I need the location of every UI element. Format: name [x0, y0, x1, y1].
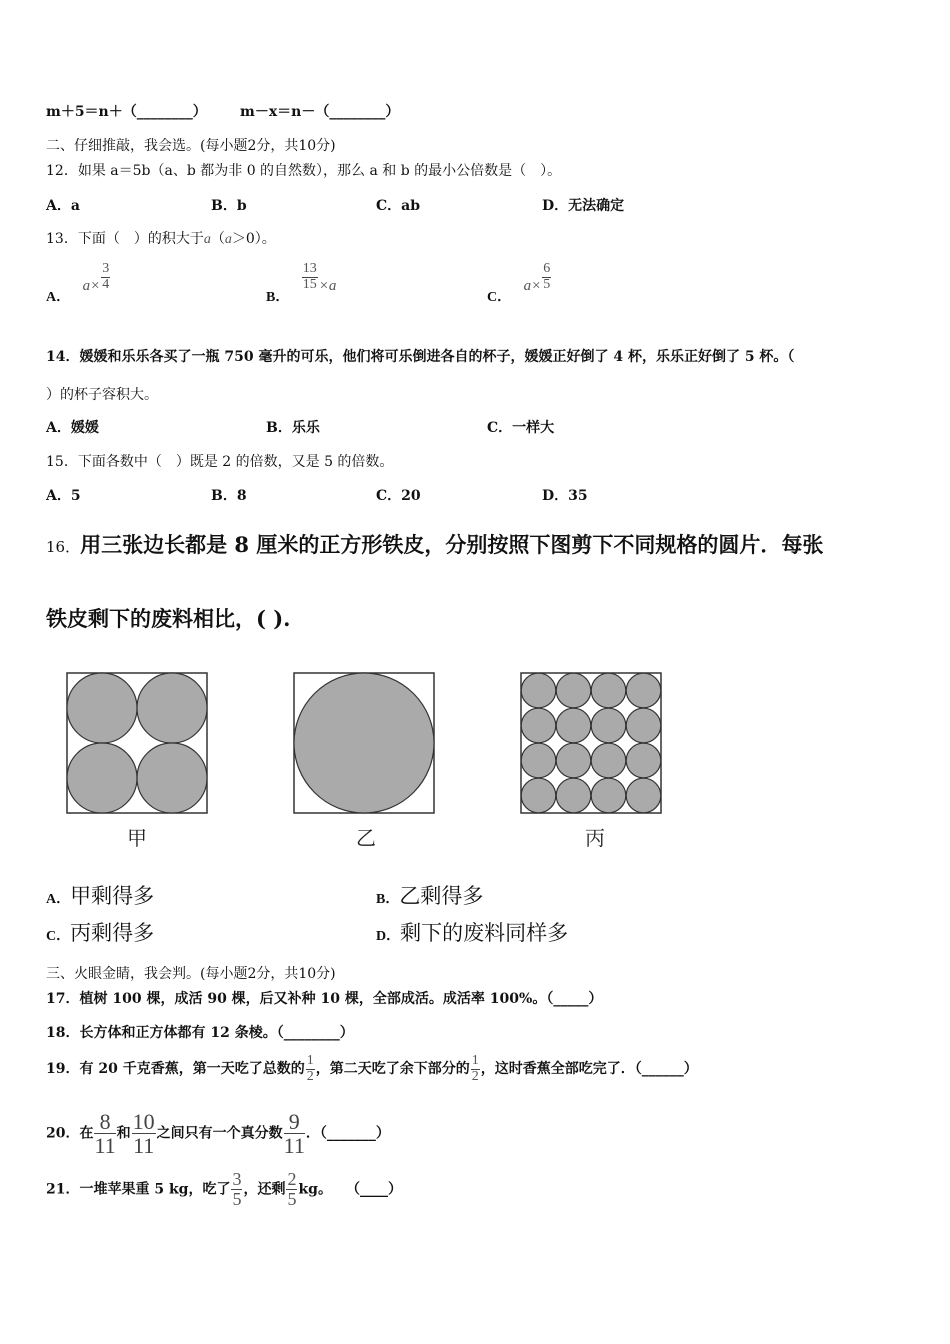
q15-option-c[interactable]: C．20	[376, 488, 421, 504]
jia-circle	[137, 673, 207, 743]
bing-circle	[626, 708, 661, 743]
q12-option-c[interactable]: C．ab	[376, 198, 421, 214]
bing-circle	[591, 778, 626, 813]
bing-circle	[521, 743, 556, 778]
section-3-header: 三、火眼金睛，我会判。(每小题2分，共10分)	[46, 966, 336, 982]
q12-text: 12．如果 a＝5b（a、b 都为非 0 的自然数），那么 a 和 b 的最小公倍数是（ ）。	[46, 163, 562, 179]
q12-option-b[interactable]: B．b	[211, 198, 247, 214]
q14-line1: 14．媛媛和乐乐各买了一瓶 750 毫升的可乐，他们将可乐倒进各自的杯子，媛媛正好倒了 4 杯，乐乐正好倒了 5 杯。（	[46, 349, 795, 365]
q15-option-a[interactable]: A．5	[46, 488, 81, 504]
q16-line2: 铁皮剩下的废料相比，( ).	[46, 606, 291, 631]
q15-text: 15．下面各数中（ ）既是 2 的倍数，又是 5 的倍数。	[46, 454, 394, 470]
q15-option-d[interactable]: D．35	[542, 488, 588, 504]
bing-circle	[521, 673, 556, 708]
q16-option-b[interactable]: B．乙剩得多	[376, 884, 484, 908]
q14-option-c[interactable]: C．一样大	[487, 420, 555, 436]
caption-jia: 甲	[127, 826, 147, 850]
bing-circle	[521, 708, 556, 743]
q20-text: 20．在 $\frac{8}{11}$ 和 $\frac{10}{11}$ 之间只有一个真分数 $\frac{9}{11}$ ．（_______）	[46, 1109, 390, 1159]
q16-option-d[interactable]: D．剩下的废料同样多	[376, 921, 569, 945]
q14-option-b[interactable]: B．乐乐	[266, 420, 320, 436]
q13-option-b[interactable]: B． $\frac{13}{15}$ ×a	[266, 261, 337, 305]
bing-circle	[626, 778, 661, 813]
caption-bing: 丙	[585, 826, 605, 850]
q18-text: 18．长方体和正方体都有 12 条棱。（________）	[46, 1025, 354, 1041]
figure-bing	[520, 672, 662, 814]
jia-circle	[67, 743, 137, 813]
bing-circle	[556, 708, 591, 743]
q14-option-a[interactable]: A．媛媛	[46, 420, 99, 436]
figure-yi	[293, 672, 435, 814]
bing-circle	[591, 743, 626, 778]
q12-option-d[interactable]: D．无法确定	[542, 198, 625, 214]
q17-text: 17．植树 100 棵，成活 90 棵，后又补种 10 棵，全部成活。成活率 100%。（_____）	[46, 991, 603, 1007]
bing-circle	[626, 673, 661, 708]
q15-option-b[interactable]: B．8	[211, 488, 247, 504]
q13-option-c[interactable]: C． a× $\frac{6}{5}$	[487, 261, 551, 305]
line-top-left: m＋5＝n＋（________）	[46, 104, 207, 120]
caption-yi: 乙	[356, 826, 376, 850]
q16-option-a[interactable]: A．甲剩得多	[46, 884, 155, 908]
q13-option-a[interactable]: A． a× $\frac{3}{4}$	[46, 261, 110, 305]
yi-circle	[294, 673, 434, 813]
bing-circle	[521, 778, 556, 813]
jia-circle	[137, 743, 207, 813]
section-2-header: 二、仔细推敲，我会选。(每小题2分，共10分)	[46, 138, 336, 154]
bing-circle	[556, 673, 591, 708]
q16-option-c[interactable]: C．丙剩得多	[46, 921, 155, 945]
q12-option-a[interactable]: A．a	[46, 198, 80, 214]
bing-circle	[591, 673, 626, 708]
bing-circle	[626, 743, 661, 778]
q21-text: 21．一堆苹果重 5 kg，吃了 $\frac{3}{5}$ ，还剩 $\frac{2}{5}$ kg。 （____）	[46, 1169, 402, 1209]
bing-circle	[556, 743, 591, 778]
q13-text: 13．下面（ ）的积大于a（a＞0）。	[46, 231, 276, 247]
bing-circle	[591, 708, 626, 743]
jia-circle	[67, 673, 137, 743]
figure-jia	[66, 672, 208, 814]
q14-line2: ）的杯子容积大。	[46, 387, 158, 403]
q16-line1: 16．用三张边长都是 8 厘米的正方形铁皮，分别按照下图剪下不同规格的圆片．每张	[46, 532, 824, 557]
bing-circle	[556, 778, 591, 813]
q19-text: 19．有 20 千克香蕉，第一天吃了总数的 $\frac{1}{2}$ ，第二天吃了余下部分的 $\frac{1}{2}$ ，这时香蕉全部吃完了．（______）	[46, 1053, 698, 1084]
line-top-right: m－x＝n－（________）	[240, 104, 400, 120]
